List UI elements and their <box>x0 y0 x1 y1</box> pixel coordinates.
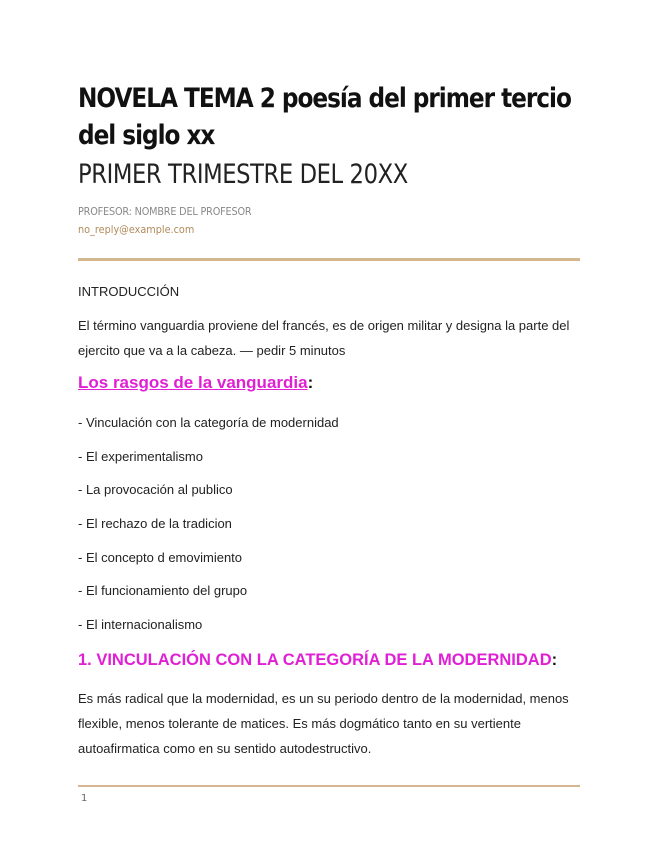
rasgos-heading-colon: : <box>307 373 314 392</box>
rasgos-list <box>78 413 339 649</box>
header-divider <box>78 258 580 261</box>
document-title: NOVELA TEMA 2 poesía del primer tercio del siglo xx <box>78 83 571 151</box>
professor-line: PROFESOR: NOMBRE DEL PROFESOR <box>78 205 252 218</box>
section1-paragraph: Es más radical que la modernidad, es un su periodo dentro de la modernidad, menos flexible, menos tolerante de matices. Es más dogmático tanto en su vertiente autoafirmatica como en su sentido autodestructivo. <box>78 691 569 756</box>
list-item: - El internacionalismo <box>78 617 203 633</box>
list-item: - La provocación al publico <box>78 482 233 498</box>
document-subtitle: PRIMER TRIMESTRE DEL 20XX <box>78 159 408 190</box>
intro-paragraph: El término vanguardia proviene del francés, es de origen militar y designa la parte del ejercito que va a la cabeza. — pedir 5 minutos <box>78 318 570 358</box>
list-item: - El funcionamiento del grupo <box>78 583 248 599</box>
section1-heading-colon: : <box>551 651 558 669</box>
section1-heading-text: 1. VINCULACIÓN CON LA CATEGORÍA DE LA MODERNIDAD <box>78 651 552 669</box>
page-number: 1 <box>81 793 88 804</box>
rasgos-heading-text: Los rasgos de la vanguardia <box>78 373 308 392</box>
document-page <box>78 0 580 848</box>
list-item: - El rechazo de la tradicion <box>78 516 232 532</box>
list-item: - Vinculación con la categoría de modernidad <box>78 415 339 430</box>
email-line: no_reply@example.com <box>78 223 195 236</box>
list-item: - El experimentalismo <box>78 448 203 464</box>
list-item: - El concepto d emovimiento <box>78 549 243 565</box>
footer-divider <box>78 785 580 787</box>
intro-heading: INTRODUCCIÓN <box>78 284 180 299</box>
section1-heading <box>78 651 557 670</box>
rasgos-heading <box>78 373 313 393</box>
